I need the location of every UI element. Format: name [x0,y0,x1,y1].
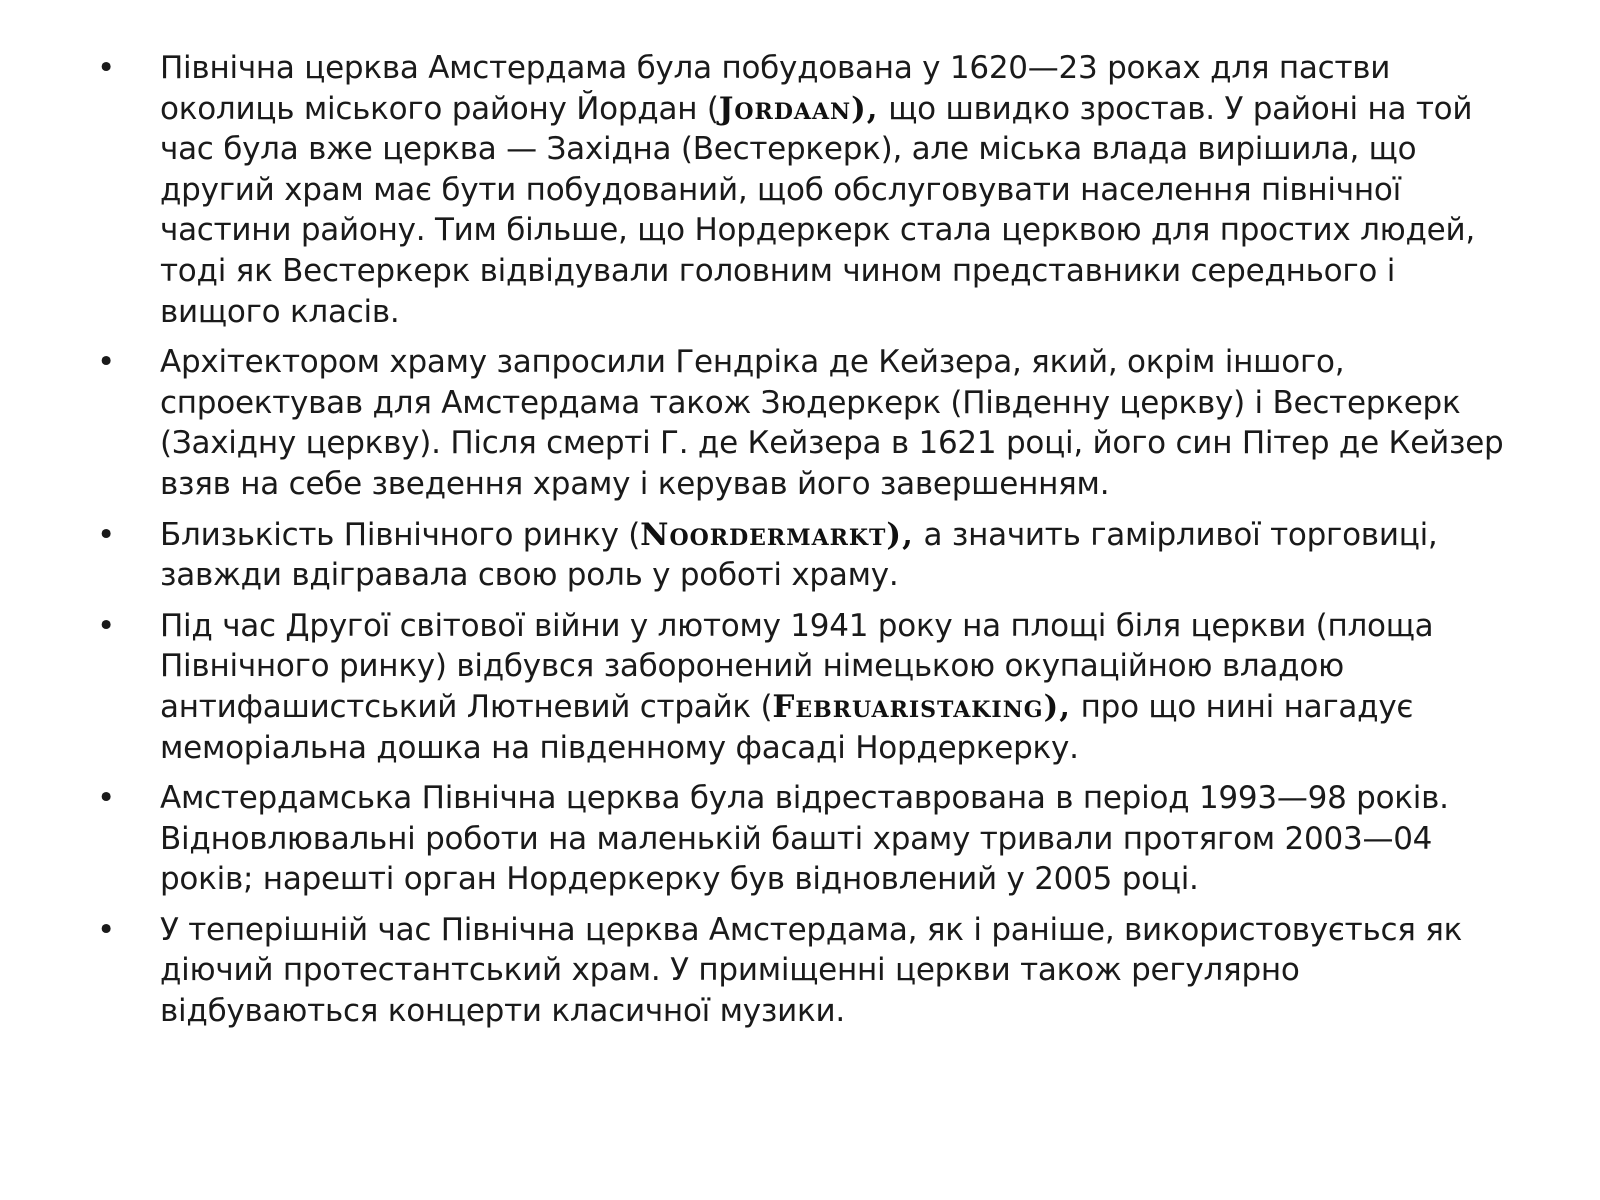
term-jordaan: Jordaan), [718,90,879,127]
bullet-list [95,48,1515,1042]
bullet-dot-icon: • [97,50,116,86]
bullet-item [95,48,1515,332]
bullet-item [95,606,1515,768]
bullet-text: Північна церква Амстердама була побудована у 1620—23 роках для пастви околиць міського району Йордан ( [160,50,1391,127]
bullet-item [95,778,1515,900]
bullet-text: що швидко зростав. У районі на той час була вже церква — Західна (Вестеркерк), але міська влада вирішила, що другий храм має бути побудований, щоб обслуговувати населення північної частини району. Тим більше, що Нордеркерк стала церквою для простих людей, тоді як Вестеркерк відвідували головним чином представники середнього і вищого класів. [160,90,1475,330]
term-noordermarkt: Noordermarkt), [640,516,914,553]
bullet-item [95,910,1515,1032]
bullet-text: Близькість Північного ринку ( [160,516,641,553]
bullet-text: а значить гамірливої торговиці, завжди вдігравала свою роль у роботі храму. [160,516,1438,594]
bullet-dot-icon: • [97,344,116,381]
bullet-item [95,342,1515,504]
bullet-dot-icon: • [97,780,116,817]
bullet-text: Під час Другої світової війни у лютому 1941 року на площі біля церкви (площа Північного ринку) відбувся заборонений німецькою окупаційною владою антифашистський Лютневий страйк ( [160,607,1434,725]
bullet-text: про що нині нагадує меморіальна дошка на південному фасаді Нордеркерку. [160,688,1414,766]
term-februaristaking: Februaristaking), [772,688,1072,725]
bullet-text: У теперішній час Північна церква Амстердама, як і раніше, використовується як діючий протестантський храм. У приміщенні церкви також регулярно відбуваються концерти класичної музики. [160,911,1463,1030]
bullet-text: Архітектором храму запросили Гендріка де Кейзера, який, окрім іншого, спроектував для Амстердама також Зюдеркерк (Південну церкву) і Вестеркерк (Західну церкву). Після смерті Г. де Кейзера в 1621 році, його син Пітер де Кейзер взяв на себе зведення храму і керував його завершенням. [160,344,1504,502]
bullet-dot-icon: • [97,911,116,948]
bullet-dot-icon: • [97,516,116,553]
bullet-dot-icon: • [97,607,116,644]
bullet-item [95,515,1515,596]
bullet-text: Амстердамська Північна церква була відреставрована в період 1993—98 років. Відновлювальні роботи на маленькій башті храму тривали протягом 2003—04 років; нарешті орган Нордеркерку був відновлений у 2005 році. [160,780,1449,898]
